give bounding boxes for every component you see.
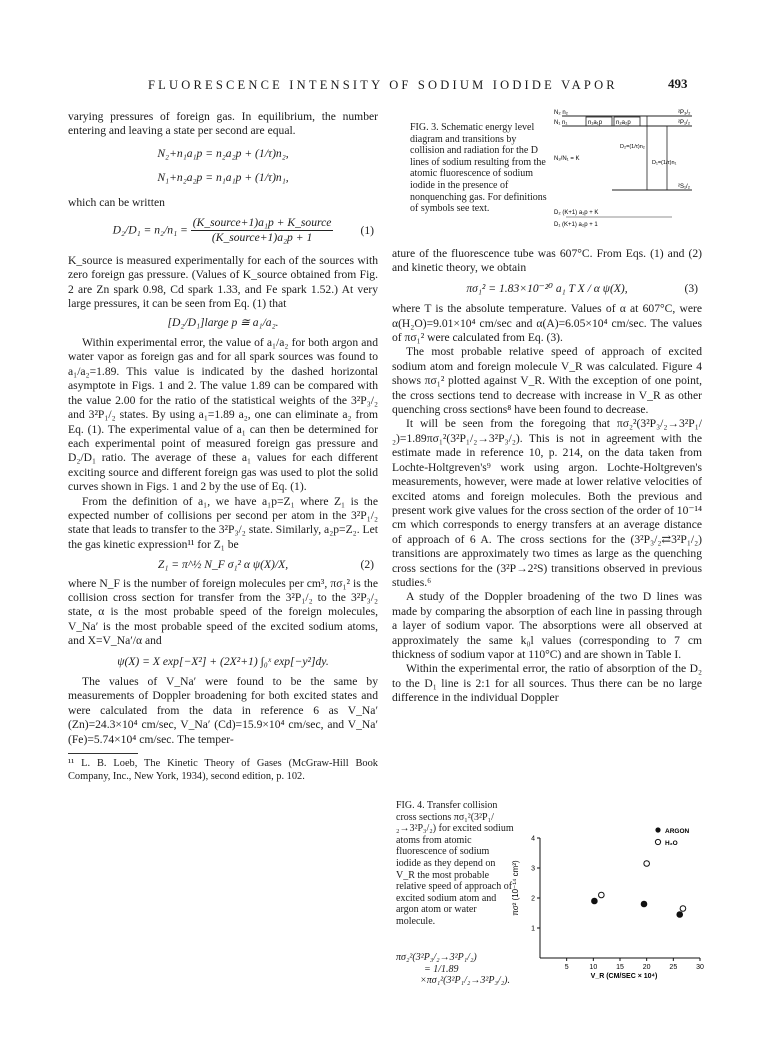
equation-3-number: (3) [684, 281, 698, 295]
equation-1-denominator: (K_source+1)a₂p + 1 [211, 231, 313, 245]
equation-1-lhs: D₂/D₁ = n₂/n₁ = [112, 223, 188, 237]
x-tick-label: 15 [616, 964, 624, 971]
footnote-rule [68, 753, 138, 754]
chart-ticks [531, 836, 704, 972]
left-paragraph-3: K_source is measured experimentally for each of the sources with zero foreign gas pressure. (Values of K_source obtained from Fig. 2 are Zn spark 0.98, Cd spark 1.33, and Fe spark 1.52.) At very large pressures, it can be seen from Eq. (1) that [68, 254, 378, 311]
chart-points [592, 861, 686, 918]
left-paragraph-1: varying pressures of foreign gas. In equilibrium, the number entering and leaving a state per second are equal. [68, 110, 378, 138]
ratio-label: N₂/N₁ = K [554, 156, 580, 162]
y-tick-label: 4 [531, 835, 535, 843]
box-n1a1p-label: n₁a₁p [588, 120, 603, 126]
running-title: FLUORESCENCE INTENSITY OF SODIUM IODIDE VAPOR [148, 78, 618, 92]
right-paragraph-4: It will be seen from the foregoing that πσ₂²(3²P₃/₂→3²P₁/₂)=1.89πσ₁²(3²P₁/₂→3²P₃/₂). This is not in agreement with the estimate made in reference 10, p. 214, on the data taken from Lochte-Holtgreven's⁹ work using argon. Lochte-Holtgreven's measurements, however, were made at lower relative velocities of excited atoms and foreign molecules. Both the previous and present work give values for the cross section of the order of 10⁻¹⁴ cm which corresponds to energy transfers at an average distance of approach of 6 A. The cross sections for the (3²P₃/₂⇄3²P₁/₂) transitions are approximately two times as large as the quenching cross sections for the (3²P→2²S) transitions observed in previous studies.⁶ [392, 417, 702, 589]
y-axis-label: πσ² (10⁻¹⁴ cm²) [511, 860, 520, 916]
page-number: 493 [668, 76, 688, 91]
level-mid-label: ²P₁/₂ [678, 120, 691, 126]
h2o-data-point [599, 892, 605, 898]
figure-3-energy-diagram [552, 108, 702, 234]
d2-label: D₂=(1/τ)n₂ [620, 144, 645, 150]
box-n2a2p-label: n₂a₂p [616, 120, 631, 126]
n1-label: N₁ n₁ [554, 120, 568, 126]
x-axis-label: V_R (CM/SEC × 10⁴) [590, 973, 658, 980]
x-tick-label: 5 [564, 964, 569, 971]
legend-argon-marker [655, 827, 660, 832]
equation-large-p: [D₂/D₁]large p ≅ a₁/a₂. [167, 315, 279, 329]
chart-axes [540, 838, 700, 958]
level-top-label: ²P₃/₂ [678, 110, 691, 116]
figure-3-caption: FIG. 3. Schematic energy level diagram and transitions by collision and radiation for the D lines of sodium resulting from the atomic fluorescence of sodium iodide in the presence of nonquenching gas. For definitions of symbols see text. [410, 122, 547, 215]
equation-n2: N₂+n₁a₁p = n₂a₂p + (1/τ)n₂, [157, 146, 289, 160]
equation-psi: ψ(X) = X exp[−X²] + (2X²+1) ∫₀ˣ exp[−y²]dy. [117, 654, 329, 668]
d1-label: D₁=(1/τ)n₁ [652, 160, 677, 166]
h2o-data-point [644, 861, 650, 867]
right-paragraph-1: ature of the fluorescence tube was 607°C. From Eqs. (1) and (2) and kinetic theory, we obtain [392, 247, 702, 275]
equation-1-numerator: (K_source+1)a₁p + K_source [191, 216, 334, 231]
argon-data-point [592, 898, 598, 904]
argon-data-point [641, 901, 647, 907]
right-paragraph-5: A study of the Doppler broadening of the two D lines was made by comparing the absorption of each line in passing through a layer of sodium vapor. The absorptions were all observed at approximately the same k₀l values (corresponding to 7 cm thickness of sodium vapor at 110°C) and are shown in Table I. [392, 590, 702, 661]
left-paragraph-7: The values of V_Na′ were found to be the same by measurements of Doppler broadening for both excited states and were calculated from the data in reference 6 as V_Na′ (Zn)=24.3×10⁴ cm/sec, V_Na′ (Cd)=15.9×10⁴ cm/sec, and V_Na′ (Fe)=5.74×10⁴ cm/sec. The temper- [68, 675, 378, 746]
right-paragraph-2: where T is the absolute temperature. Values of α at 607°C, were α(H₂O)=9.01×10⁴ cm/sec and α(A)=6.05×10⁴ cm/sec. The values of πσ₁² were calculated from Eq. (3). [392, 302, 702, 345]
equation-3-body: πσ₁² = 1.83×10⁻²⁰ a₁ T X / α ψ(X), [466, 281, 628, 295]
equation-1-fraction [191, 216, 334, 246]
x-tick-label: 20 [642, 964, 651, 971]
y-tick-label: 1 [531, 925, 535, 933]
footnote-11: ¹¹ L. B. Loeb, The Kinetic Theory of Gases (McGraw-Hill Book Company, Inc., New York, 1934), second edition, p. 102. [68, 758, 378, 782]
equation-1-number: (1) [360, 224, 374, 238]
n2-label: N₂ n₂ [554, 110, 568, 116]
equation-1 [68, 216, 378, 248]
formula-denominator: D₁ (K+1) a₂p + 1 [554, 222, 598, 228]
y-tick-label: 2 [531, 895, 535, 903]
legend-h2o-marker [655, 839, 660, 844]
caption-relation-line-1: πσ₂²(3²P₃/₂→3²P₁/₂) [396, 952, 477, 963]
equation-2 [68, 558, 378, 572]
left-paragraph-5: From the definition of a₁, we have a₁p=Z₁ where Z₁ is the expected number of collisions per second per atom in the 3²P₁/₂ state that leads to transfer to the 3²P₃/₂ state. Similarly, a₂p=Z₂. Let the gas kinetic expression¹¹ for Z₁ be [68, 494, 378, 551]
caption-relation-line-3: ×πσ₁²(3²P₁/₂→3²P₃/₂). [420, 975, 510, 987]
equation-2-body: Z₁ = π^½ N_F σ₁² α ψ(X)/X, [157, 558, 289, 572]
y-tick-label: 3 [531, 865, 535, 873]
x-tick-label: 25 [669, 964, 678, 971]
argon-data-point [677, 912, 683, 918]
equation-2-number: (2) [360, 558, 374, 572]
right-paragraph-3: The most probable relative speed of approach of excited sodium atom and foreign molecule V_R was calculated. Figure 4 shows πσ₁² plotted against V_R. With the exception of one point, the cross sections tend to decrease with increase in V_R as other quenching cross sections⁸ have been found to decrease. [392, 345, 702, 417]
level-ground-label: ²S₁/₂ [678, 184, 691, 190]
x-tick-label: 10 [589, 964, 598, 971]
equation-n1: N₁+n₂a₂p = n₁a₁p + (1/τ)n₁, [157, 171, 289, 185]
h2o-data-point [680, 906, 686, 912]
caption-relation-line-2: = 1/1.89 [424, 963, 459, 975]
right-column [392, 247, 702, 706]
figure-4-chart [512, 818, 708, 980]
figure-4-caption: FIG. 4. Transfer collision cross sections πσ₁²(3²P₁/₂→3²P₃/₂) for excited sodium atoms from atomic fluorescence of sodium iodide as they depend on V_R the most probable relative speed of approach of excited sodium atom and argon atom or water molecule. [396, 800, 514, 927]
left-paragraph-4: Within experimental error, the value of a₁/a₂ for both argon and water vapor as foreign gas and for all spark sources was found to a₁/a₂=1.89. This value is indicated by the dashed horizontal asymptote in Figs. 1 and 2. The value 1.89 can be compared with the value 2.00 for the ratio of the statistical weights of the 3²P₃/₂ and 3²P₁/₂ states. By using a₁=1.89 a₂, one can eliminate a₂ from Eq. (1). The experimental value of a₁ can then be determined for each experimental point of measured foreign gas pressure and D₂/D₁ ratio. The average of these a₁ values for each different exciting source and different foreign gas was used to plot the solid curves shown in Figs. 1 and 2 by the use of Eq. (1). [68, 336, 378, 494]
formula-numerator: D₂ (K+1) a₁p + K [554, 210, 599, 216]
left-column [68, 110, 378, 783]
right-paragraph-6: Within the experimental error, the ratio of absorption of the D₂ to the D₁ line is 2:1 for all sources. Thus there can be no large difference in the individual Doppler [392, 662, 702, 705]
x-tick-label: 30 [696, 964, 704, 971]
legend-argon-label: ARGON [665, 828, 690, 835]
legend-h2o-label: H₂O [665, 840, 678, 847]
left-paragraph-2: which can be written [68, 195, 165, 209]
equation-3 [392, 282, 702, 296]
left-paragraph-6: where N_F is the number of foreign molecules per cm³, πσ₁² is the collision cross section for transfer from the 3²P₁/₂ to the 3²P₃/₂ state, α is the most probable speed of the foreign molecules, V_Na′ is the most probable speed of the excited sodium atoms, and X=V_Na′/α and [68, 576, 378, 648]
